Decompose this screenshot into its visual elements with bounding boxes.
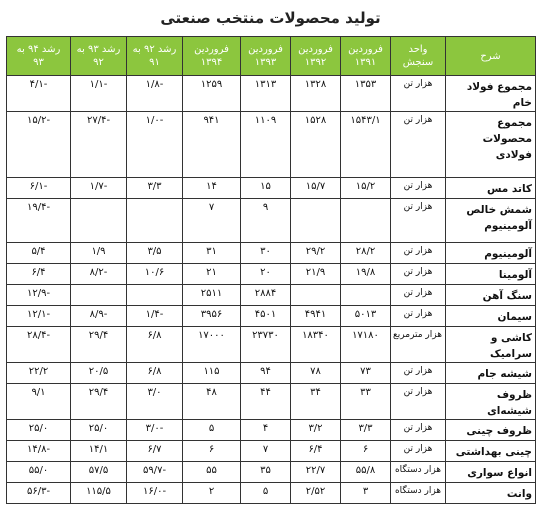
growth-cell: -۱۹/۴ bbox=[7, 199, 71, 243]
header-description: شرح bbox=[446, 37, 536, 76]
value-cell: ۱۱۰۹ bbox=[241, 112, 291, 178]
value-cell: ۳/۲ bbox=[291, 420, 341, 441]
value-cell: ۱۸۳۴۰ bbox=[291, 327, 341, 363]
row-label: شمش خالص آلومینیوم bbox=[446, 199, 536, 243]
value-cell: ۳۹۵۶ bbox=[183, 306, 241, 327]
growth-cell: -۵۹/۷ bbox=[127, 462, 183, 483]
growth-cell: ۶/۴ bbox=[7, 264, 71, 285]
value-cell: ۱۵ bbox=[241, 178, 291, 199]
table-row bbox=[7, 178, 536, 199]
row-label: ظروف شیشه‌ای bbox=[446, 384, 536, 420]
growth-cell: ۱۴/۱ bbox=[71, 441, 127, 462]
value-cell: ۴ bbox=[241, 420, 291, 441]
value-cell: ۳۴ bbox=[291, 384, 341, 420]
growth-cell: ۱/۹ bbox=[71, 243, 127, 264]
value-cell: ۴۴ bbox=[241, 384, 291, 420]
row-label: کاتد مس bbox=[446, 178, 536, 199]
value-cell: ۷۸ bbox=[291, 363, 341, 384]
table-row bbox=[7, 420, 536, 441]
value-cell: ۱۳۵۳ bbox=[341, 76, 391, 112]
value-cell: ۳۰ bbox=[241, 243, 291, 264]
value-cell: ۳۱ bbox=[183, 243, 241, 264]
value-cell: ۹۴۱ bbox=[183, 112, 241, 178]
table-row bbox=[7, 306, 536, 327]
unit-cell: هزار دستگاه bbox=[391, 462, 446, 483]
unit-cell: هزار دستگاه bbox=[391, 483, 446, 504]
value-cell: ۲۱ bbox=[183, 264, 241, 285]
unit-cell: هزار تن bbox=[391, 384, 446, 420]
value-cell: ۹۴ bbox=[241, 363, 291, 384]
growth-cell: ۳/۵ bbox=[127, 243, 183, 264]
growth-cell: -۱/۷ bbox=[71, 178, 127, 199]
row-label: سیمان bbox=[446, 306, 536, 327]
growth-cell: -۸/۲ bbox=[71, 264, 127, 285]
table-row bbox=[7, 76, 536, 112]
value-cell: ۱۳۱۳ bbox=[241, 76, 291, 112]
growth-cell: ۳/۳ bbox=[127, 178, 183, 199]
value-cell: ۲۲/۷ bbox=[291, 462, 341, 483]
value-cell: ۱۷۱۸۰ bbox=[341, 327, 391, 363]
value-cell: ۳۵ bbox=[241, 462, 291, 483]
unit-cell: هزار تن bbox=[391, 76, 446, 112]
unit-cell: هزار تن bbox=[391, 420, 446, 441]
table-row bbox=[7, 112, 536, 178]
table-title: تولید محصولات منتخب صنعتی bbox=[160, 9, 381, 27]
table-row bbox=[7, 483, 536, 504]
value-cell: ۷۳ bbox=[341, 363, 391, 384]
growth-cell: -۱/۱ bbox=[71, 76, 127, 112]
value-cell: ۱۵/۲ bbox=[341, 178, 391, 199]
value-cell: ۶ bbox=[183, 441, 241, 462]
unit-cell: هزار مترمربع bbox=[391, 327, 446, 363]
value-cell bbox=[341, 285, 391, 306]
table-row bbox=[7, 441, 536, 462]
value-cell: ۱۱۵ bbox=[183, 363, 241, 384]
growth-cell: -۶/۱ bbox=[7, 178, 71, 199]
value-cell: ۱۵۴۳/۱ bbox=[341, 112, 391, 178]
growth-cell: ۲۹/۴ bbox=[71, 384, 127, 420]
growth-cell bbox=[127, 285, 183, 306]
value-cell: ۲۸/۲ bbox=[341, 243, 391, 264]
growth-cell: ۲۵/۰ bbox=[71, 420, 127, 441]
value-cell: ۱۳۲۸ bbox=[291, 76, 341, 112]
unit-cell: هزار تن bbox=[391, 112, 446, 178]
header-growth-93-92: رشد ۹۳ به ۹۲ bbox=[71, 37, 127, 76]
header-farvardin-1391: فروردین ۱۳۹۱ bbox=[341, 37, 391, 76]
header-growth-94-93: رشد ۹۴ به ۹۳ bbox=[7, 37, 71, 76]
value-cell: ۲۱/۹ bbox=[291, 264, 341, 285]
row-label: آلومینا bbox=[446, 264, 536, 285]
value-cell: ۵۰۱۳ bbox=[341, 306, 391, 327]
row-label: آلومینیوم bbox=[446, 243, 536, 264]
growth-cell: -۱/۸ bbox=[127, 76, 183, 112]
growth-cell: ۵/۴ bbox=[7, 243, 71, 264]
growth-cell: ۲۹/۴ bbox=[71, 327, 127, 363]
growth-cell: -۱۵/۲ bbox=[7, 112, 71, 178]
table-row bbox=[7, 243, 536, 264]
table-row bbox=[7, 264, 536, 285]
value-cell bbox=[291, 285, 341, 306]
value-cell: ۲۹/۲ bbox=[291, 243, 341, 264]
growth-cell: -۱۲/۹ bbox=[7, 285, 71, 306]
value-cell: ۲/۵۲ bbox=[291, 483, 341, 504]
header-farvardin-1394: فروردین ۱۳۹۴ bbox=[183, 37, 241, 76]
unit-cell: هزار تن bbox=[391, 199, 446, 243]
production-table bbox=[6, 36, 536, 504]
row-label: مجموع محصولات فولادی bbox=[446, 112, 536, 178]
row-label: وانت bbox=[446, 483, 536, 504]
value-cell: ۱۹/۸ bbox=[341, 264, 391, 285]
value-cell: ۱۷۰۰۰ bbox=[183, 327, 241, 363]
unit-cell: هزار تن bbox=[391, 178, 446, 199]
value-cell bbox=[341, 199, 391, 243]
header-row bbox=[7, 37, 536, 76]
growth-cell: -۵۶/۳ bbox=[7, 483, 71, 504]
growth-cell: ۹/۱ bbox=[7, 384, 71, 420]
growth-cell: ۲۰/۵ bbox=[71, 363, 127, 384]
growth-cell: -۳/۰ bbox=[127, 420, 183, 441]
row-label: انواع سواری bbox=[446, 462, 536, 483]
row-label: چینی بهداشتی bbox=[446, 441, 536, 462]
value-cell: ۲۰ bbox=[241, 264, 291, 285]
value-cell: ۳۳ bbox=[341, 384, 391, 420]
unit-cell: هزار تن bbox=[391, 264, 446, 285]
table-row bbox=[7, 327, 536, 363]
unit-cell: هزار تن bbox=[391, 363, 446, 384]
value-cell: ۱۴ bbox=[183, 178, 241, 199]
header-unit: واحد سنجش bbox=[391, 37, 446, 76]
value-cell: ۴۸ bbox=[183, 384, 241, 420]
value-cell: ۶ bbox=[341, 441, 391, 462]
growth-cell: ۵۵/۰ bbox=[7, 462, 71, 483]
value-cell: ۵۵ bbox=[183, 462, 241, 483]
unit-cell: هزار تن bbox=[391, 306, 446, 327]
row-label: ظروف چینی bbox=[446, 420, 536, 441]
row-label: کاشی و سرامیک bbox=[446, 327, 536, 363]
header-farvardin-1392: فروردین ۱۳۹۲ bbox=[291, 37, 341, 76]
value-cell: ۳ bbox=[341, 483, 391, 504]
growth-cell: -۱۲/۱ bbox=[7, 306, 71, 327]
row-label: شیشه جام bbox=[446, 363, 536, 384]
value-cell: ۵ bbox=[183, 420, 241, 441]
value-cell: ۴۹۴۱ bbox=[291, 306, 341, 327]
value-cell bbox=[291, 199, 341, 243]
value-cell: ۲۳۷۳۰ bbox=[241, 327, 291, 363]
value-cell: ۷ bbox=[183, 199, 241, 243]
header-growth-92-91: رشد ۹۲ به ۹۱ bbox=[127, 37, 183, 76]
growth-cell: ۵۷/۵ bbox=[71, 462, 127, 483]
unit-cell: هزار تن bbox=[391, 285, 446, 306]
value-cell: ۵ bbox=[241, 483, 291, 504]
table-row bbox=[7, 462, 536, 483]
row-label: مجموع فولاد خام bbox=[446, 76, 536, 112]
growth-cell: -۱۶/۰ bbox=[127, 483, 183, 504]
value-cell: ۲۸۸۴ bbox=[241, 285, 291, 306]
growth-cell: -۲۸/۴ bbox=[7, 327, 71, 363]
growth-cell: ۳/۰ bbox=[127, 384, 183, 420]
growth-cell: -۱/۰ bbox=[127, 112, 183, 178]
value-cell: ۵۵/۸ bbox=[341, 462, 391, 483]
table-row bbox=[7, 285, 536, 306]
growth-cell: ۶/۸ bbox=[127, 363, 183, 384]
growth-cell: -۲۷/۴ bbox=[71, 112, 127, 178]
growth-cell: ۶/۷ bbox=[127, 441, 183, 462]
growth-cell bbox=[127, 199, 183, 243]
growth-cell: ۲۵/۰ bbox=[7, 420, 71, 441]
value-cell: ۶/۴ bbox=[291, 441, 341, 462]
value-cell: ۱۵/۷ bbox=[291, 178, 341, 199]
table-row bbox=[7, 384, 536, 420]
table-row bbox=[7, 199, 536, 243]
growth-cell: ۱۱۵/۵ bbox=[71, 483, 127, 504]
unit-cell: هزار تن bbox=[391, 243, 446, 264]
growth-cell bbox=[71, 199, 127, 243]
growth-cell: ۱۰/۶ bbox=[127, 264, 183, 285]
growth-cell: -۱/۴ bbox=[127, 306, 183, 327]
growth-cell: ۶/۸ bbox=[127, 327, 183, 363]
value-cell: ۲ bbox=[183, 483, 241, 504]
growth-cell: ۲۲/۲ bbox=[7, 363, 71, 384]
growth-cell: -۸/۹ bbox=[71, 306, 127, 327]
value-cell: ۴۵۰۱ bbox=[241, 306, 291, 327]
value-cell: ۲۵۱۱ bbox=[183, 285, 241, 306]
value-cell: ۱۵۲۸ bbox=[291, 112, 341, 178]
value-cell: ۹ bbox=[241, 199, 291, 243]
value-cell: ۳/۳ bbox=[341, 420, 391, 441]
unit-cell: هزار تن bbox=[391, 441, 446, 462]
growth-cell: -۴/۱ bbox=[7, 76, 71, 112]
value-cell: ۷ bbox=[241, 441, 291, 462]
header-farvardin-1393: فروردین ۱۳۹۳ bbox=[241, 37, 291, 76]
growth-cell: -۱۴/۸ bbox=[7, 441, 71, 462]
growth-cell bbox=[71, 285, 127, 306]
row-label: سنگ آهن bbox=[446, 285, 536, 306]
table-row bbox=[7, 363, 536, 384]
value-cell: ۱۲۵۹ bbox=[183, 76, 241, 112]
